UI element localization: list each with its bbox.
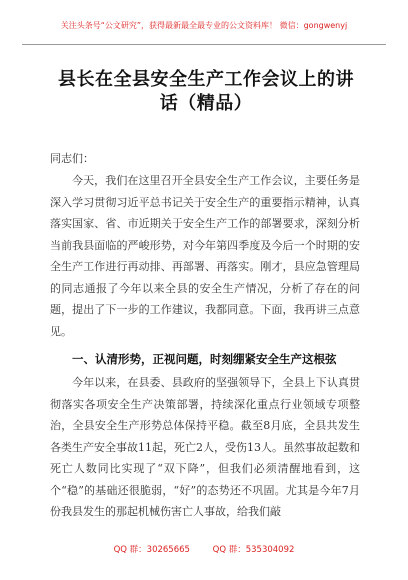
section-heading-1: 一、认清形势，正视问题，时刻绷紧安全生产这根弦 (72, 352, 337, 366)
header-divider (22, 44, 386, 45)
footer-contacts (0, 543, 408, 555)
qq-group-2: QQ 群：535304092 (212, 545, 295, 555)
salutation: 同志们： (50, 152, 94, 165)
qq-group-1: QQ 群：30265665 (113, 545, 190, 555)
document-title: 县长在全县安全生产工作会议上的讲话（精品） (58, 69, 354, 114)
paragraph-situation: 今年以来，在县委、县政府的坚强领导下，全县上下认真贯彻落实各项安全生产决策部署，持续深化重点行业领域专项整治，全县安全生产形势总体保持平稳。截至8月底，全县共发生各类生产安全事故11起，死亡2人，受伤13人。虽然事故起数和死亡人数同比实现了“双下降”，但我们必须清醒地看到，这个“稳”的基础还很脆弱，“好”的态势还不巩固。尤其是今年7月份我县发生的那起机械伤害亡人事故，给我们敲 (50, 376, 360, 518)
promo-banner: 关注头条号“公文研究”，获得最新最全最专业的公文资料库！ 微信：gongwenyj (60, 21, 348, 30)
paragraph-intro: 今天，我们在这里召开全县安全生产工作会议，主要任务是深入学习贯彻习近平总书记关于安全生产的重要指示精神，认真落实国家、省、市近期关于安全生产工作的部署要求，深刻分析当前我县面临的严峻形势，对今年第四季度及今后一个时期的安全生产工作进行再动排、再部署、再落实。刚才，县应急管理局的同志通报了今年以来全县的安全生产情况，分析了存在的问题，提出了下一步的工作建议，我都同意。下面，我再讲三点意见。 (50, 174, 360, 338)
